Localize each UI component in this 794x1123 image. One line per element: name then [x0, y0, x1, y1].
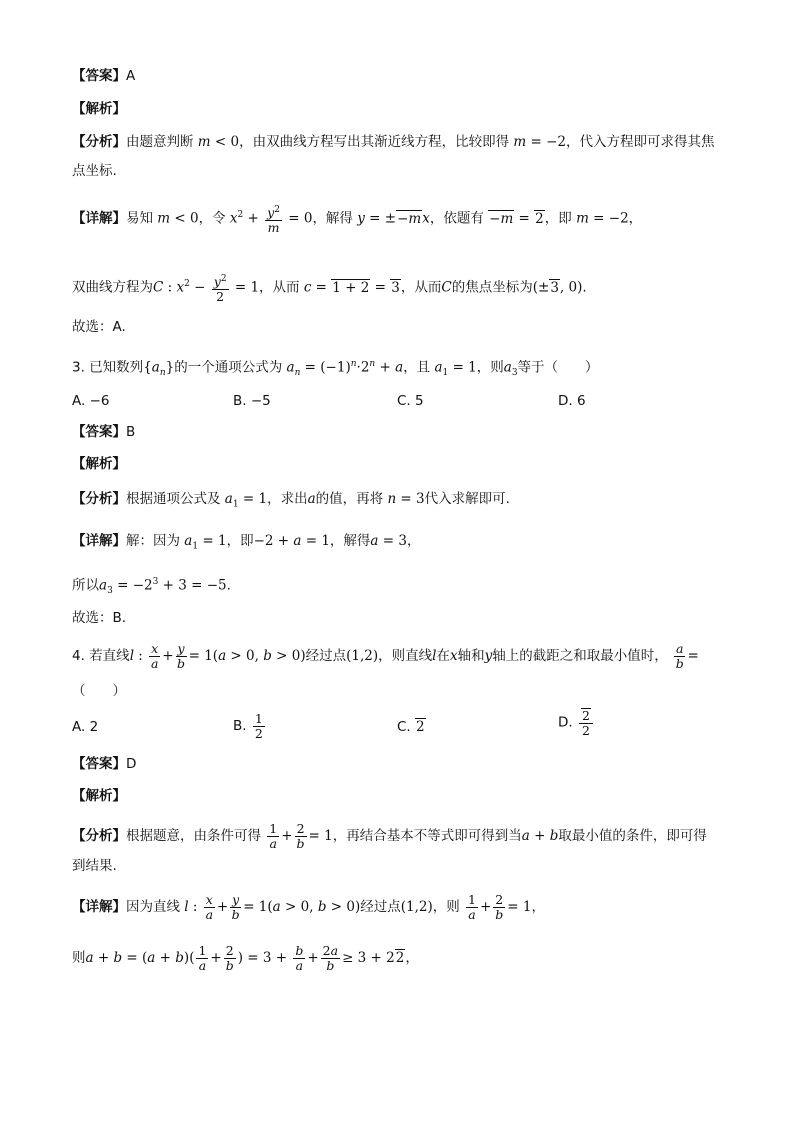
q4-analysis-label: 【解析】	[72, 788, 126, 804]
q3-fenxi-line: 【分析】根据通项公式及 $a_1 = 1$，求出a的值，再将 n = 3代入求解即可.	[72, 491, 510, 510]
q3-stem: 3. 已知数列$\{a_n\}$的一个通项公式为 $a_n = (-1)^n\cdot 2^n + a$，且 $a_1 = 1$，则$a_3$等于（ ）	[72, 359, 599, 379]
q4-fenxi-line2: 到结果.	[72, 858, 117, 874]
q4-detail-line2: 则a + b = (a + b)( $\frac{1}{a}$ + $\frac{2}{b}$ ) = 3 + $\frac{b}{a}$ + $\frac{2a}{b}$ ≥ 3 + 22，	[72, 943, 419, 973]
q4-fenxi-line: 【分析】根据题意，由条件可得 $\frac{1}{a}$ + $\frac{2}{b}$ = 1，再结合基本不等式即可得到当a + b取最小值的条件，即可得	[72, 821, 707, 851]
q3-analysis-label: 【解析】	[72, 456, 126, 472]
q2-fenxi-line2: 点坐标.	[72, 163, 117, 179]
q3-answer-line: 【答案】B	[72, 424, 136, 440]
q3-option-c: C. 5	[397, 393, 424, 409]
answer-value: A	[126, 68, 136, 84]
q4-stem: 4. 若直线l : $\frac{x}{a}$ + $\frac{y}{b}$ = 1(a > 0, b > 0)经过点(1,2)，则直线l在x轴和y轴上的截距之和取最小值时， $\frac{a}{b}$ =	[72, 641, 699, 671]
q4-option-b: B. $\frac{1}{2}$	[233, 711, 263, 741]
q4-answer-line: 【答案】D	[72, 756, 137, 772]
q2-fenxi-line: 【分析】由题意判断 m < 0，由双曲线方程写出其渐近线方程，比较即得 m = −2，代入方程即可求得其焦	[72, 134, 715, 150]
q2-answer-line	[72, 67, 135, 85]
q4-option-c: C. 2	[397, 719, 425, 735]
answer-label: 【答案】	[72, 68, 126, 84]
q3-detail-line2: 所以$a_3 = -2^3 + 3 = -5$.	[72, 577, 231, 597]
q3-detail-line: 【详解】解：因为 $a_1 = 1$，即−2 + a = 1，解得a = 3，	[72, 533, 421, 552]
q3-option-a: A. −6	[72, 393, 110, 409]
q4-option-a: A. 2	[72, 719, 99, 735]
q2-analysis-label: 【解析】	[72, 101, 126, 117]
q2-detail-line2: 双曲线方程为C : $x^2$ − $\frac{y^2}{2}$ = 1，从而 c = 1 + 2 = 3，从而C的焦点坐标为(±3, 0).	[72, 274, 587, 305]
q2-choice-line: 故选：A.	[72, 319, 126, 335]
q4-detail-line: 【详解】因为直线 l : $\frac{x}{a}$ + $\frac{y}{b}$ = 1(a > 0, b > 0)经过点(1,2)，则 $\frac{1}{a}$ + $\frac{2}{b}$ = 1，	[72, 892, 545, 922]
q3-choice-line: 故选：B.	[72, 610, 127, 626]
q3-option-d: D. 6	[558, 393, 586, 409]
q3-option-b: B. −5	[233, 393, 271, 409]
q4-option-d: D. $\frac{2}{2}$	[558, 708, 595, 738]
q4-stem-line2: （ ）	[72, 683, 126, 699]
q2-detail-line: 【详解】易知 m < 0，令 $x^2$ + $\frac{y^2}{m}$ = 0，解得 y = ±−mx，依题有 −m = 2，即 m = −2，	[72, 205, 643, 236]
